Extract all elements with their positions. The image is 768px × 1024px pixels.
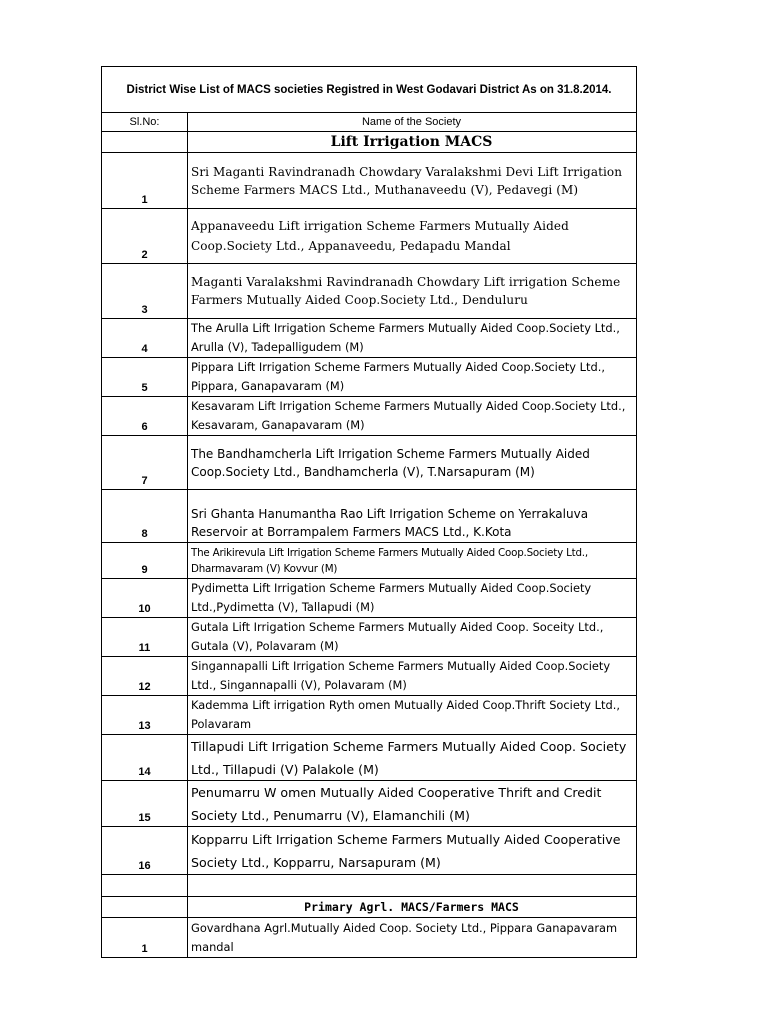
society-name: The Bandhamcherla Lift Irrigation Scheme Farmers Mutually Aided Coop.Society Ltd., Bandhamcherla (V), T.Narsapuram (M) — [191, 446, 590, 479]
society-name: The Arulla Lift Irrigation Scheme Farmers Mutually Aided Coop.Society Ltd., Arulla (V), Tadepalligudem (M) — [191, 321, 620, 354]
table-row — [102, 826, 636, 874]
table-row — [102, 318, 636, 357]
table-row — [102, 734, 636, 780]
society-list-table — [101, 66, 637, 958]
society-name: Tillapudi Lift Irrigation Scheme Farmers Mutually Aided Coop. Society Ltd., Tillapudi (V) Palakole (M) — [191, 738, 627, 777]
section-title: Lift Irrigation MACS — [330, 134, 493, 150]
serial-number: 10 — [102, 579, 188, 617]
table-row — [102, 695, 636, 734]
section-header-lift-irrigation — [102, 131, 636, 152]
serial-number: 15 — [102, 781, 188, 826]
table-row — [102, 656, 636, 695]
society-name: Pydimetta Lift Irrigation Scheme Farmers Mutually Aided Coop.Society Ltd.,Pydimetta (V), Tallapudi (M) — [191, 581, 592, 614]
society-name: Govardhana Agrl.Mutually Aided Coop. Society Ltd., Pippara Ganapavaram mandal — [191, 920, 618, 954]
serial-number: 9 — [102, 543, 188, 578]
society-name: Kademma Lift irrigation Ryth omen Mutually Aided Coop.Thrift Society Ltd., Polavaram — [191, 698, 620, 731]
society-name: Singannapalli Lift Irrigation Scheme Farmers Mutually Aided Coop.Society Ltd., Singannapalli (V), Polavaram (M) — [191, 659, 611, 692]
serial-number: 1 — [102, 153, 188, 208]
society-name: Kesavaram Lift Irrigation Scheme Farmers Mutually Aided Coop.Society Ltd., Kesavaram, Ganapavaram (M) — [191, 399, 626, 432]
sl-no-header: Sl.No: — [102, 113, 188, 131]
society-name: The Arikirevula Lift Irrigation Scheme Farmers Mutually Aided Coop.Society Ltd., Dharmavaram (V) Kovvur (M) — [191, 546, 588, 575]
society-name: Sri Maganti Ravindranadh Chowdary Varalakshmi Devi Lift Irrigation Scheme Farmers MACS Ltd., Muthanaveedu (V), Pedavegi (M) — [191, 164, 623, 197]
serial-number: 5 — [102, 358, 188, 396]
table-row — [102, 435, 636, 489]
serial-number: 14 — [102, 735, 188, 780]
serial-number: 16 — [102, 827, 188, 874]
serial-number: 13 — [102, 696, 188, 734]
table-row — [102, 357, 636, 396]
society-name: Appanaveedu Lift irrigation Scheme Farmers Mutually Aided Coop.Society Ltd., Appanaveedu, Pedapadu Mandal — [191, 219, 569, 253]
table-row — [102, 780, 636, 826]
section-title: Primary Agrl. MACS/Farmers MACS — [304, 900, 519, 914]
society-name: Sri Ghanta Hanumantha Rao Lift Irrigation Scheme on Yerrakaluva Reservoir at Borrampalem Farmers MACS Ltd., K.Kota — [191, 507, 589, 539]
serial-number: 11 — [102, 618, 188, 656]
serial-number: 7 — [102, 436, 188, 489]
society-name: Pippara Lift Irrigation Scheme Farmers Mutually Aided Coop.Society Ltd., Pippara, Ganapavaram (M) — [191, 360, 605, 393]
serial-number: 2 — [102, 209, 188, 263]
document-title: District Wise List of MACS societies Registred in West Godavari District As on 31.8.2014. — [126, 83, 612, 96]
society-name: Gutala Lift Irrigation Scheme Farmers Mutually Aided Coop. Soceity Ltd., Gutala (V), Polavaram (M) — [191, 620, 604, 653]
serial-number: 3 — [102, 264, 188, 318]
serial-number: 12 — [102, 657, 188, 695]
table-row — [102, 578, 636, 617]
table-row — [102, 917, 636, 957]
serial-number: 6 — [102, 397, 188, 435]
society-name: Maganti Varalakshmi Ravindranadh Chowdary Lift irrigation Scheme Farmers Mutually Aided Coop.Society Ltd., Denduluru — [191, 275, 621, 307]
table-row — [102, 542, 636, 578]
table-row — [102, 489, 636, 542]
society-name: Kopparru Lift Irrigation Scheme Farmers Mutually Aided Cooperative Society Ltd., Kopparru, Narsapuram (M) — [191, 831, 621, 870]
table-row — [102, 263, 636, 318]
table-row — [102, 396, 636, 435]
serial-number: 8 — [102, 490, 188, 542]
section-header-primary-agrl — [102, 896, 636, 917]
table-row — [102, 152, 636, 208]
empty-row — [102, 874, 636, 896]
serial-number: 1 — [102, 918, 188, 957]
society-name: Penumarru W omen Mutually Aided Cooperative Thrift and Credit Society Ltd., Penumarru (V), Elamanchili (M) — [191, 784, 602, 823]
society-name-header: Name of the Society — [361, 116, 462, 128]
serial-number: 4 — [102, 319, 188, 357]
table-header-row — [102, 112, 636, 131]
table-row — [102, 208, 636, 263]
table-row — [102, 617, 636, 656]
